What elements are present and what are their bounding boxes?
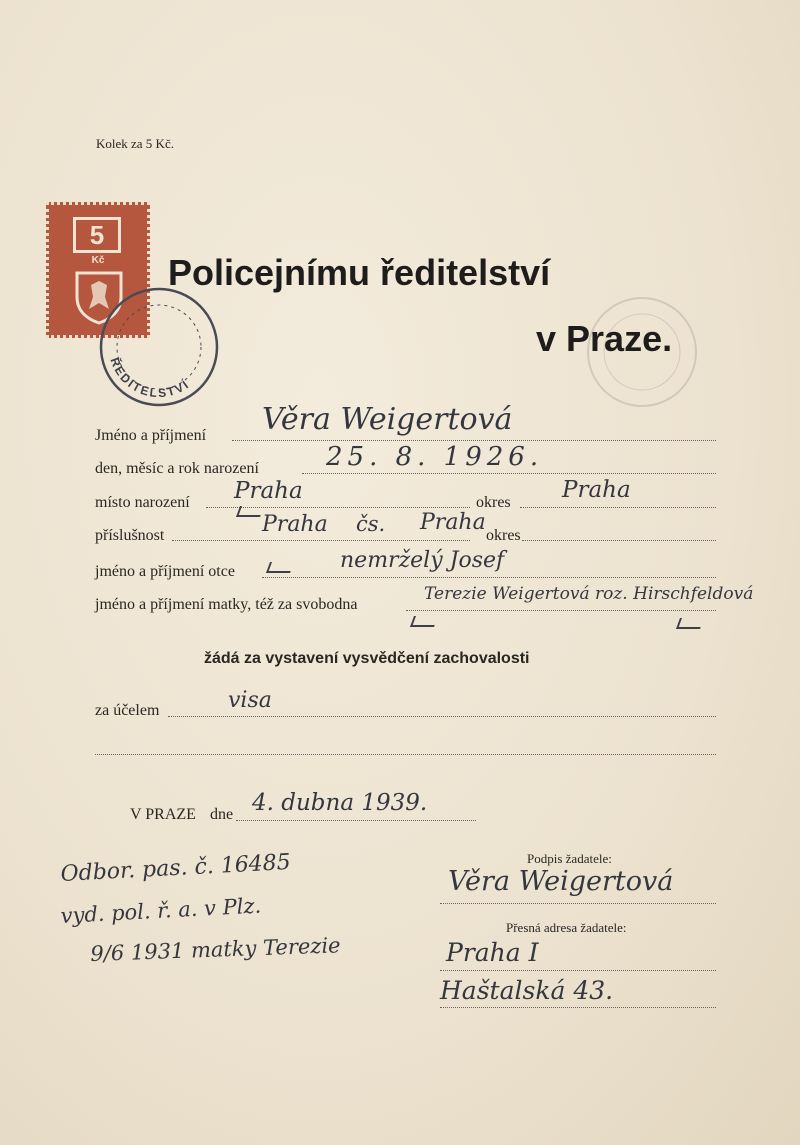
signature-value: Věra Weigertová [448,866,674,897]
tick-mark [410,616,438,627]
request-heading: žádá za vystavení vysvědčení zachovalosti [204,650,530,667]
stamp-value: 5 [89,220,105,250]
purpose-label: za účelem [95,702,160,719]
district-dotted-line [520,507,716,508]
citizenship-dotted-line [172,540,470,541]
mother-value: Terezie Weigertová roz. Hirschfeldová [424,584,754,604]
birthplace-label: místo narození [95,494,190,511]
day-label: dne [210,806,234,823]
citizenship-value: Praha [262,512,328,537]
tick-mark [676,618,704,629]
page-title: Policejnímu ředitelství [168,252,551,293]
address-label: Přesná adresa žadatele: [506,920,627,935]
date-dotted-line [236,820,476,821]
note-line-1: Odbor. pas. č. 16485 [60,849,292,887]
address-line1: Praha I [446,938,539,967]
svg-text:ŘEDITELSTVÍ [107,355,192,400]
address-line2: Haštalská 43. [440,976,614,1005]
date-value: 4. dubna 1939. [252,790,428,816]
district2-dotted-line [522,540,716,541]
postmark-text: ŘEDITELSTVÍ [107,355,193,401]
purpose-value: visa [228,688,272,713]
tick-mark [236,506,264,517]
citizenship-extra: Praha [420,510,486,535]
stamp-caption: Kolek za 5 Kč. [96,136,174,151]
postmark-seal [94,282,224,412]
stamp-currency: Kč [91,255,105,266]
name-label: Jméno a příjmení [95,427,207,444]
name-value: Věra Weigertová [262,402,513,437]
district2-label: okres [486,527,521,544]
birthdate-dotted-line [302,473,716,474]
stamp-value-box [73,217,121,253]
name-dotted-line [232,440,716,441]
district-value: Praha [562,477,631,503]
signature-label: Podpis žadatele: [527,851,612,866]
tick-mark [266,562,294,573]
mother-dotted-line [406,610,716,611]
purpose-dotted-line [168,716,716,717]
citizenship-mark: čs. [356,512,386,536]
note-line-2: vyd. pol. ř. a. v Plz. [60,893,262,928]
father-label: jméno a příjmení otce [95,563,235,580]
place-label: V PRAZE [130,806,196,823]
address-dotted-line-1 [440,970,716,971]
blank-dotted-line [95,754,716,755]
birthplace-value: Praha [234,478,303,504]
note-line-3: 9/6 1931 matky Terezie [90,933,341,966]
father-dotted-line [262,577,716,578]
birthdate-label: den, měsíc a rok narození [95,460,259,477]
father-value: nemrželý Josef [340,548,505,573]
district-label: okres [476,494,511,511]
citizenship-label: příslušnost [95,527,165,544]
mother-label: jméno a příjmení matky, též za svobodna [95,596,358,613]
page-subtitle: v Praze. [536,318,673,359]
address-dotted-line-2 [440,1007,716,1008]
signature-dotted-line [440,903,716,904]
birthdate-value: 25. 8. 1926. [326,442,544,472]
